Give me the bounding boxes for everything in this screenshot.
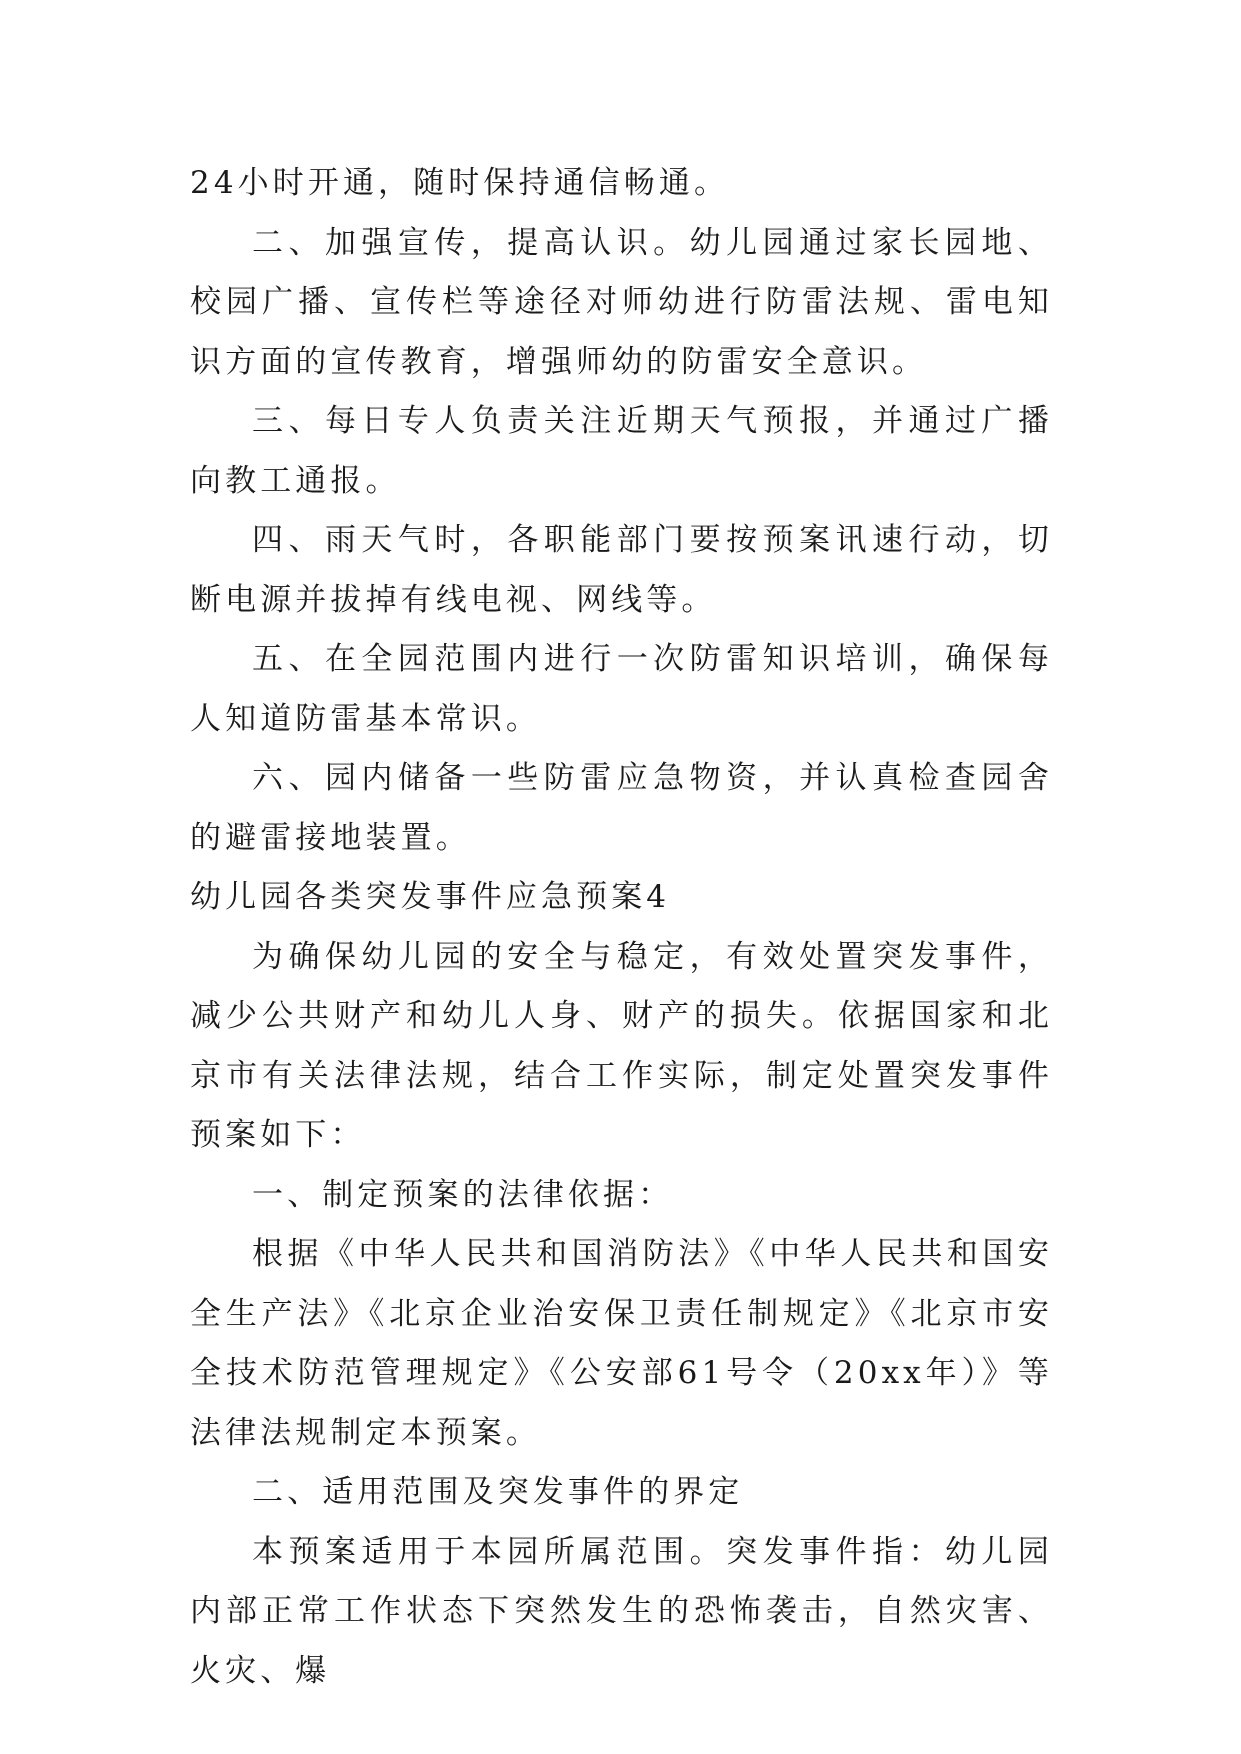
document-body (190, 154, 1053, 1701)
paragraph-subheading-1: 一、制定预案的法律依据： (252, 1176, 674, 1213)
paragraph-subheading-2: 二、适用范围及突发事件的界定 (252, 1474, 744, 1510)
paragraph-continuation: 24小时开通，随时保持通信畅通。 (190, 165, 730, 201)
paragraph-scope: 本预案适用于本园所属范围。突发事件指：幼儿园内部正常工作状态下突然发生的恐怖袭击，自然灾害、火灾、爆 (190, 1533, 1053, 1689)
paragraph-legal-basis: 根据《中华人民共和国消防法》《中华人民共和国安全生产法》《北京企业治安保卫责任制规定》《北京市安全技术防范管理规定》《公安部61号令（20xx年）》等法律法规制定本预案。 (190, 1236, 1053, 1451)
paragraph-item-6: 六、园内储备一些防雷应急物资，并认真检查园舍的避雷接地装置。 (190, 760, 1053, 856)
paragraph-item-3: 三、每日专人负责关注近期天气预报，并通过广播向教工通报。 (190, 403, 1053, 499)
section-heading: 幼儿园各类突发事件应急预案4 (190, 879, 671, 915)
paragraph-item-4: 四、雨天气时，各职能部门要按预案讯速行动，切断电源并拔掉有线电视、网线等。 (190, 522, 1053, 618)
paragraph-intro: 为确保幼儿园的安全与稳定，有效处置突发事件，减少公共财产和幼儿人身、财产的损失。依据国家和北京市有关法律法规，结合工作实际，制定处置突发事件预案如下： (190, 938, 1053, 1153)
paragraph-item-5: 五、在全园范围内进行一次防雷知识培训，确保每人知道防雷基本常识。 (190, 641, 1053, 737)
paragraph-item-2: 二、加强宣传，提高认识。幼儿园通过家长园地、校园广播、宣传栏等途径对师幼进行防雷法规、雷电知识方面的宣传教育，增强师幼的防雷安全意识。 (190, 224, 1053, 380)
